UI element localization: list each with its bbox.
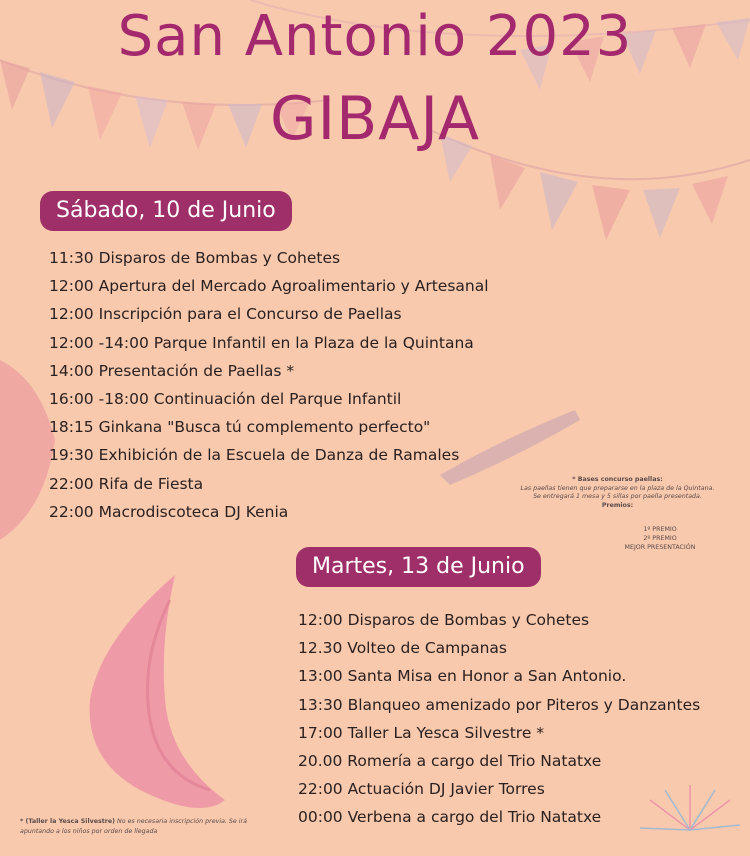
schedule-item: 12.30 Volteo de Campanas — [298, 639, 507, 658]
event-title: San Antonio 2023 — [117, 4, 633, 69]
prizes-heading: Premios: — [601, 501, 634, 509]
left-pink-flag — [0, 360, 55, 540]
paellas-rules-note — [495, 476, 740, 510]
day2-schedule — [298, 606, 700, 832]
schedule-item: 12:00 Apertura del Mercado Agroalimentario y Artesanal — [49, 277, 489, 296]
schedule-item: 19:30 Exhibición de la Escuela de Danza de Ramales — [49, 446, 460, 465]
schedule-item: 00:00 Verbena a cargo del Trio Natatxe — [298, 808, 602, 827]
paellas-rules-line: Se entregará 1 mesa y 5 sillas por paella presentada. — [533, 493, 702, 501]
schedule-item: 12:00 -14:00 Parque Infantil en la Plaza de la Quintana — [49, 333, 474, 352]
pink-swirl — [90, 575, 225, 808]
prizes-list — [585, 525, 735, 553]
taller-footnote — [20, 817, 260, 837]
town-name: GIBAJA — [269, 84, 481, 154]
prize-item: MEJOR PRESENTACIÓN — [624, 544, 696, 552]
paellas-rules-line: Las paellas tienen que prepararse en la plaza de la Quintana. — [520, 484, 715, 492]
schedule-item: 16:00 -18:00 Continuación del Parque Infantil — [49, 389, 402, 408]
schedule-item: 18:15 Ginkana "Busca tú complemento perfecto" — [49, 418, 431, 437]
schedule-item: 17:00 Taller La Yesca Silvestre * — [298, 723, 545, 742]
day1-heading: Sábado, 10 de Junio — [40, 191, 292, 231]
day1-schedule — [49, 244, 489, 526]
schedule-item: 14:00 Presentación de Paellas * — [49, 361, 295, 380]
schedule-item: 22:00 Rifa de Fiesta — [49, 474, 204, 493]
paellas-rules-heading: * Bases concurso paellas: — [572, 476, 663, 483]
schedule-item: 22:00 Macrodiscoteca DJ Kenia — [49, 502, 289, 521]
day2-heading: Martes, 13 de Junio — [296, 547, 541, 587]
taller-footnote-text: No es necesaria inscripción previa. Se irá apuntando a los niños por orden de llegada — [20, 818, 248, 835]
schedule-item: 22:00 Actuación DJ Javier Torres — [298, 780, 545, 799]
schedule-item: 12:00 Inscripción para el Concurso de Paellas — [49, 305, 402, 324]
schedule-item: 20.00 Romería a cargo del Trio Natatxe — [298, 751, 602, 770]
schedule-item: 12:00 Disparos de Bombas y Cohetes — [298, 611, 590, 629]
taller-footnote-label: * (Taller la Yesca Silvestre) — [20, 818, 115, 825]
schedule-item: 13:00 Santa Misa en Honor a San Antonio. — [298, 667, 627, 686]
prize-item: 2º PREMIO — [643, 535, 677, 543]
prize-item: 1º PREMIO — [643, 526, 677, 533]
schedule-item: 11:30 Disparos de Bombas y Cohetes — [49, 249, 341, 267]
schedule-item: 13:30 Blanqueo amenizado por Piteros y Danzantes — [298, 695, 701, 714]
